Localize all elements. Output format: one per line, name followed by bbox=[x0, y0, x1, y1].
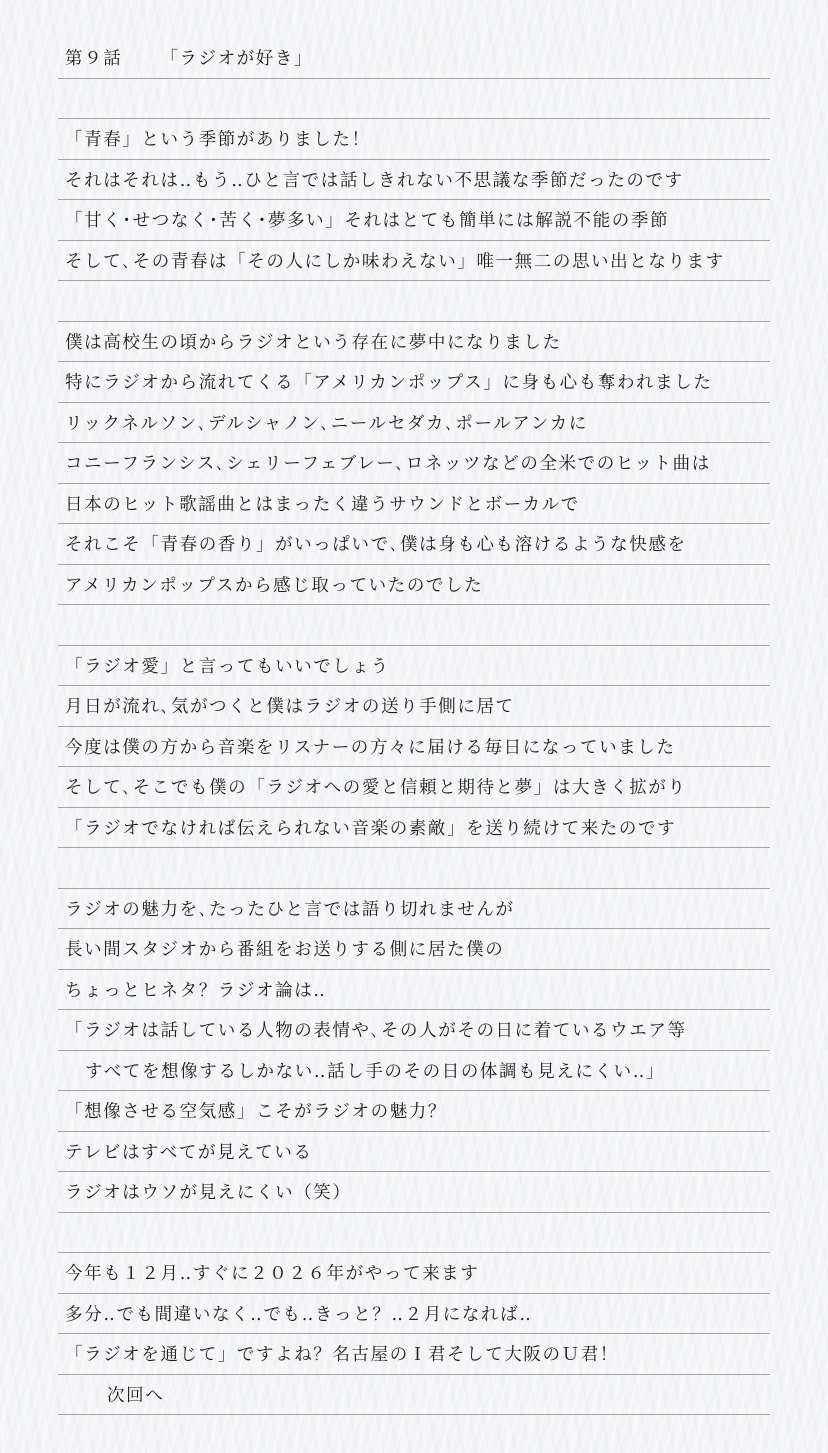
text-line: 僕は高校生の頃からラジオという存在に夢中になりました bbox=[58, 322, 770, 363]
text-line: 特にラジオから流れてくる「アメリカンポップス」に身も心も奪われました bbox=[58, 362, 770, 403]
text-line: 多分‥でも間違いなく‥でも‥きっと？‥２月になれば‥ bbox=[58, 1294, 770, 1335]
blank-line bbox=[58, 848, 770, 889]
text-line: そして､そこでも僕の「ラジオへの愛と信頼と期待と夢」は大きく拡がり bbox=[58, 767, 770, 808]
text-line: ちょっとヒネタ？ラジオ論は‥ bbox=[58, 970, 770, 1011]
text-line: 日本のヒット歌謡曲とはまったく違うサウンドとボーカルで bbox=[58, 484, 770, 525]
blank-line bbox=[58, 79, 770, 120]
blank-line bbox=[58, 1213, 770, 1254]
text-line: 「想像させる空気感」こそがラジオの魅力？ bbox=[58, 1091, 770, 1132]
text-line: それはそれは‥もう‥ひと言では話しきれない不思議な季節だったのです bbox=[58, 160, 770, 201]
text-line: ラジオはウソが見えにくい（笑） bbox=[58, 1172, 770, 1213]
text-line: 月日が流れ､気がつくと僕はラジオの送り手側に居て bbox=[58, 686, 770, 727]
text-line: 「青春」という季節がありました！ bbox=[58, 119, 770, 160]
next-episode-line: 次回へ bbox=[58, 1375, 770, 1416]
text-line: ラジオの魅力を､たったひと言では語り切れませんが bbox=[58, 889, 770, 930]
text-line: 「ラジオを通じて」ですよね？名古屋のＩ君そして大阪のＵ君！ bbox=[58, 1334, 770, 1375]
text-line: 長い間スタジオから番組をお送りする側に居た僕の bbox=[58, 929, 770, 970]
text-line: 「ラジオでなければ伝えられない音楽の素敵」を送り続けて来たのです bbox=[58, 808, 770, 849]
text-line: 今度は僕の方から音楽をリスナーの方々に届ける毎日になっていました bbox=[58, 727, 770, 768]
blank-line bbox=[58, 281, 770, 322]
text-line: 「ラジオは話している人物の表情や､その人がその日に着ているウエア等 bbox=[58, 1010, 770, 1051]
text-line: テレビはすべてが見えている bbox=[58, 1132, 770, 1173]
episode-number: 第９話 bbox=[65, 49, 123, 70]
episode-title: 「ラジオが好き」 bbox=[160, 49, 314, 70]
title-line bbox=[58, 38, 770, 79]
text-line: そして､その青春は「その人にしか味わえない」唯一無二の思い出となります bbox=[58, 241, 770, 282]
text-line: コニーフランシス､シェリーフェブレー､ロネッツなどの全米でのヒット曲は bbox=[58, 443, 770, 484]
text-line: リックネルソン､デルシャノン､ニールセダカ､ポールアンカに bbox=[58, 403, 770, 444]
text-line: 「甘く･せつなく･苦く･夢多い」それはとても簡単には解説不能の季節 bbox=[58, 200, 770, 241]
text-line: すべてを想像するしかない‥話し手のその日の体調も見えにくい‥」 bbox=[58, 1051, 770, 1092]
text-line: 今年も１２月‥すぐに２０２６年がやって来ます bbox=[58, 1253, 770, 1294]
blank-line bbox=[58, 605, 770, 646]
text-line: それこそ「青春の香り」がいっぱいで､僕は身も心も溶けるような快感を bbox=[58, 524, 770, 565]
lined-paper bbox=[58, 38, 770, 1415]
text-line: 「ラジオ愛」と言ってもいいでしょう bbox=[58, 646, 770, 687]
text-line: アメリカンポップスから感じ取っていたのでした bbox=[58, 565, 770, 606]
